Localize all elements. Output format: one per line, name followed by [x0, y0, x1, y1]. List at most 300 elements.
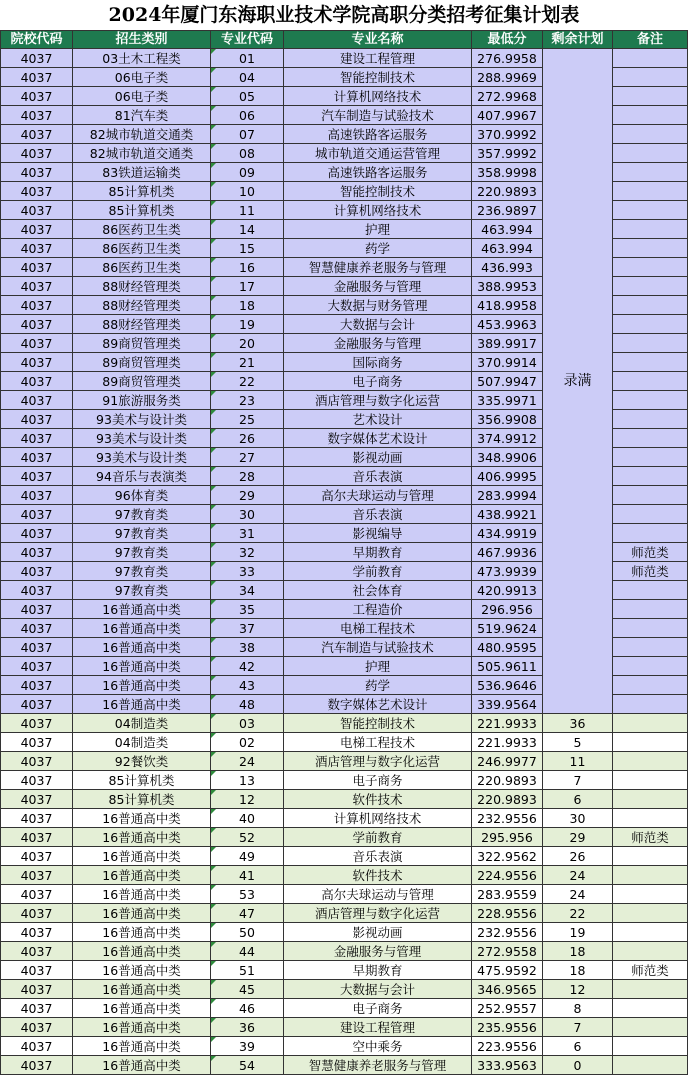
cell-category: 97教育类 — [73, 524, 211, 543]
table-row — [1, 771, 688, 790]
cell-note — [613, 1037, 688, 1056]
cell-school-code: 4037 — [1, 201, 73, 220]
cell-major-code: 49 — [211, 847, 284, 866]
cell-major-name: 建设工程管理 — [284, 1018, 472, 1037]
cell-major-name: 数字媒体艺术设计 — [284, 429, 472, 448]
cell-major-name: 酒店管理与数字化运营 — [284, 391, 472, 410]
cell-min-score: 473.9939 — [472, 562, 543, 581]
cell-major-code: 19 — [211, 315, 284, 334]
cell-min-score: 339.9564 — [472, 695, 543, 714]
cell-major-name: 数字媒体艺术设计 — [284, 695, 472, 714]
cell-category: 85计算机类 — [73, 771, 211, 790]
cell-major-name: 早期教育 — [284, 961, 472, 980]
cell-school-code: 4037 — [1, 1018, 73, 1037]
cell-major-code: 04 — [211, 68, 284, 87]
cell-school-code: 4037 — [1, 277, 73, 296]
cell-school-code: 4037 — [1, 638, 73, 657]
cell-school-code: 4037 — [1, 87, 73, 106]
cell-min-score: 236.9897 — [472, 201, 543, 220]
table-row — [1, 942, 688, 961]
cell-major-code: 37 — [211, 619, 284, 638]
cell-school-code: 4037 — [1, 182, 73, 201]
cell-school-code: 4037 — [1, 296, 73, 315]
cell-major-name: 智慧健康养老服务与管理 — [284, 258, 472, 277]
cell-major-code: 18 — [211, 296, 284, 315]
cell-min-score: 283.9559 — [472, 885, 543, 904]
cell-note — [613, 353, 688, 372]
cell-major-name: 影视动画 — [284, 923, 472, 942]
cell-note — [613, 201, 688, 220]
table-row — [1, 790, 688, 809]
cell-min-score: 223.9556 — [472, 1037, 543, 1056]
cell-min-score: 288.9969 — [472, 68, 543, 87]
cell-remaining: 26 — [543, 847, 613, 866]
cell-school-code: 4037 — [1, 619, 73, 638]
cell-remaining: 18 — [543, 942, 613, 961]
cell-major-code: 26 — [211, 429, 284, 448]
table-row — [1, 1018, 688, 1037]
cell-major-code: 42 — [211, 657, 284, 676]
cell-category: 06电子类 — [73, 87, 211, 106]
cell-major-name: 软件技术 — [284, 790, 472, 809]
cell-min-score: 272.9968 — [472, 87, 543, 106]
cell-major-code: 21 — [211, 353, 284, 372]
cell-major-name: 酒店管理与数字化运营 — [284, 904, 472, 923]
cell-category: 93美术与设计类 — [73, 410, 211, 429]
cell-school-code: 4037 — [1, 410, 73, 429]
header-major-code: 专业代码 — [211, 31, 284, 49]
cell-category: 04制造类 — [73, 714, 211, 733]
cell-major-code: 14 — [211, 220, 284, 239]
cell-category: 16普通高中类 — [73, 676, 211, 695]
cell-category: 16普通高中类 — [73, 1056, 211, 1075]
cell-major-name: 音乐表演 — [284, 467, 472, 486]
cell-category: 89商贸管理类 — [73, 372, 211, 391]
cell-major-name: 高尔夫球运动与管理 — [284, 885, 472, 904]
page-title: 2024年厦门东海职业技术学院高职分类招考征集计划表 — [108, 4, 580, 26]
cell-note — [613, 372, 688, 391]
cell-school-code: 4037 — [1, 505, 73, 524]
cell-note — [613, 277, 688, 296]
cell-school-code: 4037 — [1, 163, 73, 182]
cell-major-name: 护理 — [284, 657, 472, 676]
cell-category: 82城市轨道交通类 — [73, 144, 211, 163]
cell-major-code: 44 — [211, 942, 284, 961]
cell-note — [613, 847, 688, 866]
cell-category: 93美术与设计类 — [73, 448, 211, 467]
cell-major-name: 大数据与财务管理 — [284, 296, 472, 315]
cell-school-code: 4037 — [1, 866, 73, 885]
cell-major-code: 05 — [211, 87, 284, 106]
cell-major-name: 社会体育 — [284, 581, 472, 600]
cell-major-name: 电子商务 — [284, 372, 472, 391]
cell-category: 16普通高中类 — [73, 619, 211, 638]
cell-category: 94音乐与表演类 — [73, 467, 211, 486]
cell-note — [613, 657, 688, 676]
cell-note: 师范类 — [613, 543, 688, 562]
cell-note — [613, 486, 688, 505]
cell-note — [613, 942, 688, 961]
table-row — [1, 733, 688, 752]
cell-category: 16普通高中类 — [73, 961, 211, 980]
cell-major-code: 43 — [211, 676, 284, 695]
cell-category: 16普通高中类 — [73, 600, 211, 619]
cell-major-code: 25 — [211, 410, 284, 429]
cell-min-score: 232.9556 — [472, 923, 543, 942]
cell-major-code: 30 — [211, 505, 284, 524]
cell-category: 81汽车类 — [73, 106, 211, 125]
cell-major-code: 11 — [211, 201, 284, 220]
cell-school-code: 4037 — [1, 239, 73, 258]
cell-school-code: 4037 — [1, 1037, 73, 1056]
cell-school-code: 4037 — [1, 315, 73, 334]
cell-note — [613, 315, 688, 334]
cell-major-name: 音乐表演 — [284, 505, 472, 524]
cell-school-code: 4037 — [1, 448, 73, 467]
cell-min-score: 453.9963 — [472, 315, 543, 334]
cell-major-name: 学前教育 — [284, 828, 472, 847]
cell-major-code: 15 — [211, 239, 284, 258]
cell-major-code: 46 — [211, 999, 284, 1018]
cell-school-code: 4037 — [1, 49, 73, 68]
cell-note — [613, 49, 688, 68]
cell-category: 96体育类 — [73, 486, 211, 505]
cell-school-code: 4037 — [1, 695, 73, 714]
table-row — [1, 828, 688, 847]
cell-major-name: 金融服务与管理 — [284, 277, 472, 296]
cell-school-code: 4037 — [1, 980, 73, 999]
cell-category: 91旅游服务类 — [73, 391, 211, 410]
cell-note — [613, 144, 688, 163]
cell-remaining: 6 — [543, 1037, 613, 1056]
cell-major-name: 空中乘务 — [284, 1037, 472, 1056]
cell-school-code: 4037 — [1, 771, 73, 790]
cell-school-code: 4037 — [1, 106, 73, 125]
table-row — [1, 904, 688, 923]
cell-min-score: 220.9893 — [472, 771, 543, 790]
cell-school-code: 4037 — [1, 600, 73, 619]
cell-major-name: 智能控制技术 — [284, 68, 472, 87]
cell-school-code: 4037 — [1, 961, 73, 980]
cell-major-code: 33 — [211, 562, 284, 581]
cell-min-score: 418.9958 — [472, 296, 543, 315]
cell-note — [613, 220, 688, 239]
cell-major-name: 计算机网络技术 — [284, 809, 472, 828]
cell-note — [613, 258, 688, 277]
table-row — [1, 961, 688, 980]
cell-major-name: 影视动画 — [284, 448, 472, 467]
cell-note — [613, 714, 688, 733]
cell-category: 97教育类 — [73, 581, 211, 600]
cell-major-code: 09 — [211, 163, 284, 182]
cell-major-name: 汽车制造与试验技术 — [284, 638, 472, 657]
cell-major-code: 47 — [211, 904, 284, 923]
header-row — [1, 31, 688, 49]
cell-note — [613, 885, 688, 904]
cell-school-code: 4037 — [1, 885, 73, 904]
cell-school-code: 4037 — [1, 752, 73, 771]
cell-category: 16普通高中类 — [73, 866, 211, 885]
cell-school-code: 4037 — [1, 125, 73, 144]
cell-major-code: 48 — [211, 695, 284, 714]
cell-school-code: 4037 — [1, 676, 73, 695]
cell-category: 16普通高中类 — [73, 1018, 211, 1037]
cell-remaining: 5 — [543, 733, 613, 752]
cell-school-code: 4037 — [1, 486, 73, 505]
cell-min-score: 406.9995 — [472, 467, 543, 486]
cell-category: 88财经管理类 — [73, 315, 211, 334]
cell-note: 师范类 — [613, 961, 688, 980]
cell-min-score: 388.9953 — [472, 277, 543, 296]
cell-note — [613, 676, 688, 695]
merged-remaining-cell: 录满 — [543, 49, 613, 714]
cell-school-code: 4037 — [1, 68, 73, 87]
cell-major-name: 计算机网络技术 — [284, 201, 472, 220]
cell-major-name: 高速铁路客运服务 — [284, 163, 472, 182]
cell-major-code: 02 — [211, 733, 284, 752]
cell-category: 88财经管理类 — [73, 277, 211, 296]
cell-major-code: 34 — [211, 581, 284, 600]
cell-major-code: 50 — [211, 923, 284, 942]
cell-note — [613, 866, 688, 885]
cell-min-score: 295.956 — [472, 828, 543, 847]
cell-school-code: 4037 — [1, 942, 73, 961]
cell-major-code: 24 — [211, 752, 284, 771]
cell-note — [613, 923, 688, 942]
table-row — [1, 1037, 688, 1056]
cell-school-code: 4037 — [1, 562, 73, 581]
cell-major-name: 工程造价 — [284, 600, 472, 619]
cell-major-name: 酒店管理与数字化运营 — [284, 752, 472, 771]
cell-school-code: 4037 — [1, 467, 73, 486]
cell-min-score: 467.9936 — [472, 543, 543, 562]
cell-remaining: 36 — [543, 714, 613, 733]
cell-major-name: 早期教育 — [284, 543, 472, 562]
cell-note — [613, 524, 688, 543]
cell-note — [613, 904, 688, 923]
cell-school-code: 4037 — [1, 144, 73, 163]
cell-remaining: 6 — [543, 790, 613, 809]
cell-note — [613, 809, 688, 828]
plan-table — [0, 30, 688, 1075]
cell-min-score: 438.9921 — [472, 505, 543, 524]
cell-major-code: 12 — [211, 790, 284, 809]
table-row — [1, 999, 688, 1018]
cell-major-name: 智慧健康养老服务与管理 — [284, 1056, 472, 1075]
cell-min-score: 232.9556 — [472, 809, 543, 828]
cell-major-code: 16 — [211, 258, 284, 277]
cell-min-score: 272.9558 — [472, 942, 543, 961]
cell-school-code: 4037 — [1, 581, 73, 600]
cell-min-score: 475.9592 — [472, 961, 543, 980]
cell-min-score: 221.9933 — [472, 714, 543, 733]
cell-category: 85计算机类 — [73, 182, 211, 201]
cell-major-name: 高尔夫球运动与管理 — [284, 486, 472, 505]
cell-category: 97教育类 — [73, 505, 211, 524]
cell-category: 16普通高中类 — [73, 847, 211, 866]
cell-min-score: 346.9565 — [472, 980, 543, 999]
table-row — [1, 847, 688, 866]
cell-category: 16普通高中类 — [73, 999, 211, 1018]
cell-note — [613, 1018, 688, 1037]
cell-major-name: 艺术设计 — [284, 410, 472, 429]
cell-major-name: 影视编导 — [284, 524, 472, 543]
cell-remaining: 0 — [543, 1056, 613, 1075]
cell-major-code: 13 — [211, 771, 284, 790]
cell-major-code: 28 — [211, 467, 284, 486]
cell-category: 16普通高中类 — [73, 980, 211, 999]
cell-major-name: 计算机网络技术 — [284, 87, 472, 106]
cell-school-code: 4037 — [1, 714, 73, 733]
cell-remaining: 24 — [543, 885, 613, 904]
cell-major-name: 城市轨道交通运营管理 — [284, 144, 472, 163]
table-row — [1, 809, 688, 828]
cell-school-code: 4037 — [1, 524, 73, 543]
cell-major-name: 药学 — [284, 239, 472, 258]
cell-major-code: 36 — [211, 1018, 284, 1037]
cell-major-code: 51 — [211, 961, 284, 980]
cell-major-code: 20 — [211, 334, 284, 353]
cell-category: 16普通高中类 — [73, 695, 211, 714]
cell-category: 16普通高中类 — [73, 828, 211, 847]
cell-school-code: 4037 — [1, 258, 73, 277]
cell-major-code: 53 — [211, 885, 284, 904]
table-row — [1, 752, 688, 771]
cell-remaining: 8 — [543, 999, 613, 1018]
header-note: 备注 — [613, 31, 688, 49]
cell-min-score: 480.9595 — [472, 638, 543, 657]
cell-note — [613, 505, 688, 524]
cell-remaining: 29 — [543, 828, 613, 847]
cell-school-code: 4037 — [1, 809, 73, 828]
cell-major-name: 大数据与会计 — [284, 315, 472, 334]
cell-major-name: 汽车制造与试验技术 — [284, 106, 472, 125]
cell-min-score: 407.9967 — [472, 106, 543, 125]
cell-min-score: 463.994 — [472, 220, 543, 239]
cell-note — [613, 239, 688, 258]
cell-category: 85计算机类 — [73, 201, 211, 220]
cell-min-score: 389.9917 — [472, 334, 543, 353]
cell-min-score: 335.9971 — [472, 391, 543, 410]
cell-major-name: 建设工程管理 — [284, 49, 472, 68]
cell-major-code: 22 — [211, 372, 284, 391]
cell-major-name: 国际商务 — [284, 353, 472, 372]
cell-category: 86医药卫生类 — [73, 258, 211, 277]
cell-note — [613, 980, 688, 999]
cell-major-code: 06 — [211, 106, 284, 125]
cell-min-score: 246.9977 — [472, 752, 543, 771]
cell-min-score: 220.9893 — [472, 790, 543, 809]
cell-category: 16普通高中类 — [73, 942, 211, 961]
cell-min-score: 283.9994 — [472, 486, 543, 505]
cell-min-score: 224.9556 — [472, 866, 543, 885]
cell-category: 92餐饮类 — [73, 752, 211, 771]
cell-category: 86医药卫生类 — [73, 239, 211, 258]
cell-min-score: 370.9992 — [472, 125, 543, 144]
cell-major-name: 护理 — [284, 220, 472, 239]
cell-category: 06电子类 — [73, 68, 211, 87]
cell-school-code: 4037 — [1, 391, 73, 410]
cell-remaining: 24 — [543, 866, 613, 885]
cell-category: 86医药卫生类 — [73, 220, 211, 239]
cell-major-name: 音乐表演 — [284, 847, 472, 866]
cell-major-code: 10 — [211, 182, 284, 201]
cell-category: 16普通高中类 — [73, 809, 211, 828]
cell-school-code: 4037 — [1, 657, 73, 676]
cell-min-score: 333.9563 — [472, 1056, 543, 1075]
cell-school-code: 4037 — [1, 429, 73, 448]
cell-category: 16普通高中类 — [73, 1037, 211, 1056]
cell-note — [613, 771, 688, 790]
cell-min-score: 374.9912 — [472, 429, 543, 448]
cell-category: 89商贸管理类 — [73, 334, 211, 353]
cell-note — [613, 125, 688, 144]
header-remaining: 剩余计划 — [543, 31, 613, 49]
cell-min-score: 322.9562 — [472, 847, 543, 866]
cell-category: 83铁道运输类 — [73, 163, 211, 182]
cell-major-name: 智能控制技术 — [284, 714, 472, 733]
cell-category: 97教育类 — [73, 543, 211, 562]
cell-major-code: 03 — [211, 714, 284, 733]
cell-note — [613, 163, 688, 182]
cell-min-score: 463.994 — [472, 239, 543, 258]
cell-note: 师范类 — [613, 828, 688, 847]
cell-min-score: 348.9906 — [472, 448, 543, 467]
cell-remaining: 22 — [543, 904, 613, 923]
cell-major-code: 38 — [211, 638, 284, 657]
cell-category: 93美术与设计类 — [73, 429, 211, 448]
cell-category: 16普通高中类 — [73, 885, 211, 904]
cell-school-code: 4037 — [1, 923, 73, 942]
cell-major-name: 大数据与会计 — [284, 980, 472, 999]
cell-major-code: 01 — [211, 49, 284, 68]
cell-remaining: 18 — [543, 961, 613, 980]
cell-note — [613, 429, 688, 448]
cell-category: 16普通高中类 — [73, 904, 211, 923]
table-row — [1, 714, 688, 733]
cell-note — [613, 600, 688, 619]
cell-note — [613, 182, 688, 201]
cell-note — [613, 68, 688, 87]
header-school-code: 院校代码 — [1, 31, 73, 49]
cell-category: 16普通高中类 — [73, 657, 211, 676]
cell-major-name: 金融服务与管理 — [284, 334, 472, 353]
cell-major-name: 学前教育 — [284, 562, 472, 581]
cell-category: 85计算机类 — [73, 790, 211, 809]
cell-school-code: 4037 — [1, 334, 73, 353]
cell-min-score: 519.9624 — [472, 619, 543, 638]
cell-major-code: 45 — [211, 980, 284, 999]
cell-major-code: 52 — [211, 828, 284, 847]
cell-note — [613, 999, 688, 1018]
cell-school-code: 4037 — [1, 790, 73, 809]
cell-school-code: 4037 — [1, 220, 73, 239]
cell-major-code: 29 — [211, 486, 284, 505]
cell-note — [613, 87, 688, 106]
header-major-name: 专业名称 — [284, 31, 472, 49]
cell-major-name: 金融服务与管理 — [284, 942, 472, 961]
cell-remaining: 19 — [543, 923, 613, 942]
header-min-score: 最低分 — [472, 31, 543, 49]
cell-category: 88财经管理类 — [73, 296, 211, 315]
cell-note — [613, 695, 688, 714]
cell-category: 89商贸管理类 — [73, 353, 211, 372]
cell-major-code: 54 — [211, 1056, 284, 1075]
cell-remaining: 11 — [543, 752, 613, 771]
cell-major-code: 32 — [211, 543, 284, 562]
cell-note — [613, 619, 688, 638]
cell-major-name: 电子商务 — [284, 999, 472, 1018]
